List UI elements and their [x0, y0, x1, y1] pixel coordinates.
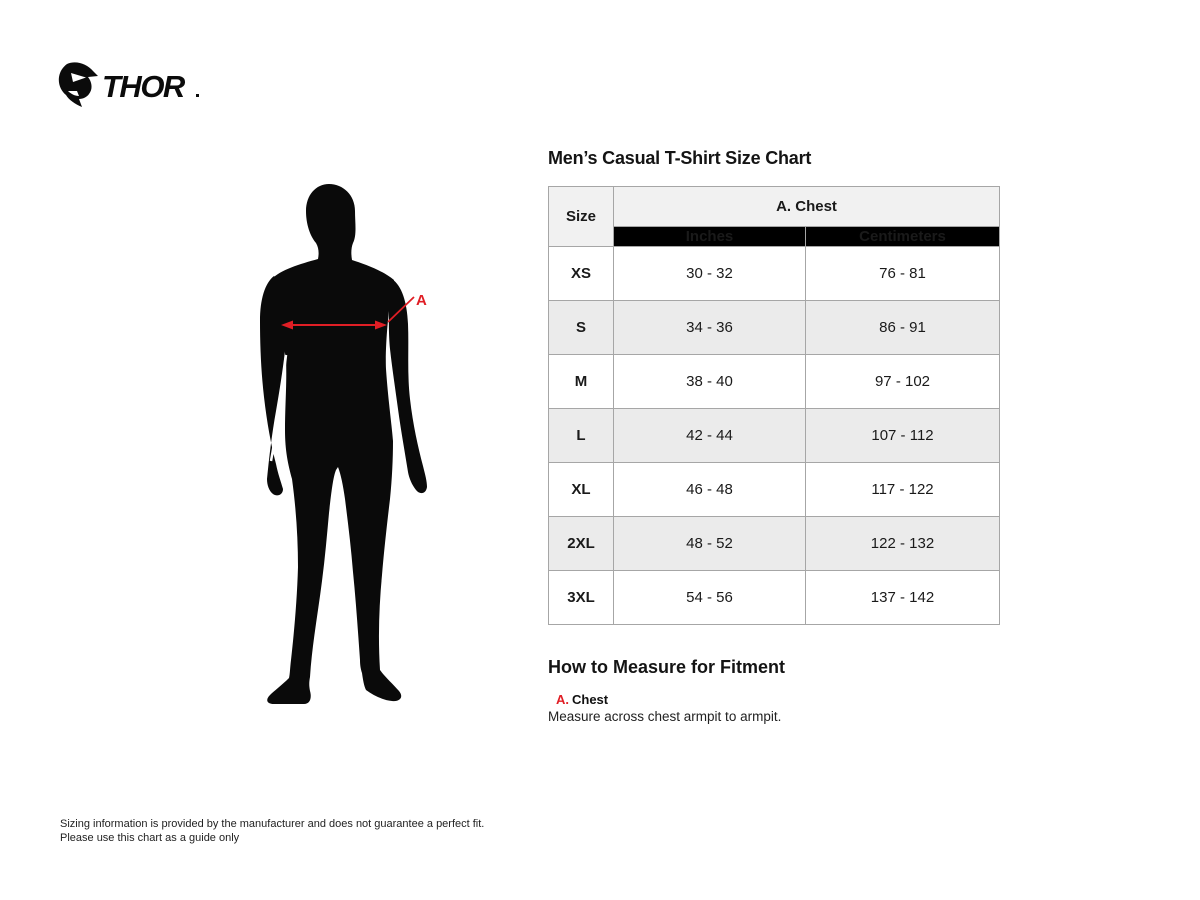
centimeters-cell: 97 - 102: [806, 355, 1000, 409]
measure-item-letter: A.: [556, 692, 569, 707]
size-cell: 3XL: [549, 571, 614, 625]
table-row: [549, 355, 1000, 409]
inches-cell: 42 - 44: [614, 409, 806, 463]
measure-item-name: Chest: [572, 692, 609, 707]
thor-wordmark: THOR: [102, 69, 184, 104]
centimeters-cell: 76 - 81: [806, 247, 1000, 301]
centimeters-cell: 86 - 91: [806, 301, 1000, 355]
table-row: [549, 247, 1000, 301]
inches-cell: 38 - 40: [614, 355, 806, 409]
table-row: [549, 301, 1000, 355]
table-row: [549, 517, 1000, 571]
inches-cell: 46 - 48: [614, 463, 806, 517]
thor-logo: [58, 61, 203, 107]
measure-item-description: Measure across chest armpit to armpit.: [548, 709, 782, 724]
unit-header-row: [549, 227, 1000, 247]
inches-unit-header: Inches: [614, 227, 806, 247]
size-table-body: [549, 247, 1000, 625]
table-row: [549, 409, 1000, 463]
size-column-header: Size: [549, 187, 614, 247]
measurement-header-row: [549, 187, 1000, 227]
size-cell: L: [549, 409, 614, 463]
inches-cell: 48 - 52: [614, 517, 806, 571]
how-to-measure-title: How to Measure for Fitment: [548, 657, 786, 677]
disclaimer-line-2: Please use this chart as a guide only: [60, 831, 240, 844]
size-chart-table: [548, 186, 1000, 625]
thor-goat-icon: [59, 62, 98, 107]
measure-item-chest: [556, 692, 608, 707]
size-cell: 2XL: [549, 517, 614, 571]
size-cell: XL: [549, 463, 614, 517]
disclaimer: [60, 818, 484, 845]
size-chart-title: Men’s Casual T-Shirt Size Chart: [548, 148, 812, 168]
disclaimer-line-1: Sizing information is provided by the manufacturer and does not guarantee a perfect fit.: [60, 818, 485, 830]
size-cell: XS: [549, 247, 614, 301]
size-cell: S: [549, 301, 614, 355]
logo-trademark-dot: [196, 94, 199, 97]
centimeters-unit-header: Centimeters: [806, 227, 1000, 247]
measure-marker-a: A: [416, 292, 427, 309]
centimeters-cell: 117 - 122: [806, 463, 1000, 517]
size-cell: M: [549, 355, 614, 409]
centimeters-cell: 107 - 112: [806, 409, 1000, 463]
table-row: [549, 463, 1000, 517]
centimeters-cell: 122 - 132: [806, 517, 1000, 571]
inches-cell: 34 - 36: [614, 301, 806, 355]
male-silhouette: [252, 183, 442, 710]
body-silhouette-figure: [252, 183, 442, 710]
inches-cell: 30 - 32: [614, 247, 806, 301]
thor-logo-graphic: [58, 61, 203, 107]
chest-column-header: A. Chest: [614, 187, 1000, 227]
centimeters-cell: 137 - 142: [806, 571, 1000, 625]
inches-cell: 54 - 56: [614, 571, 806, 625]
table-row: [549, 571, 1000, 625]
